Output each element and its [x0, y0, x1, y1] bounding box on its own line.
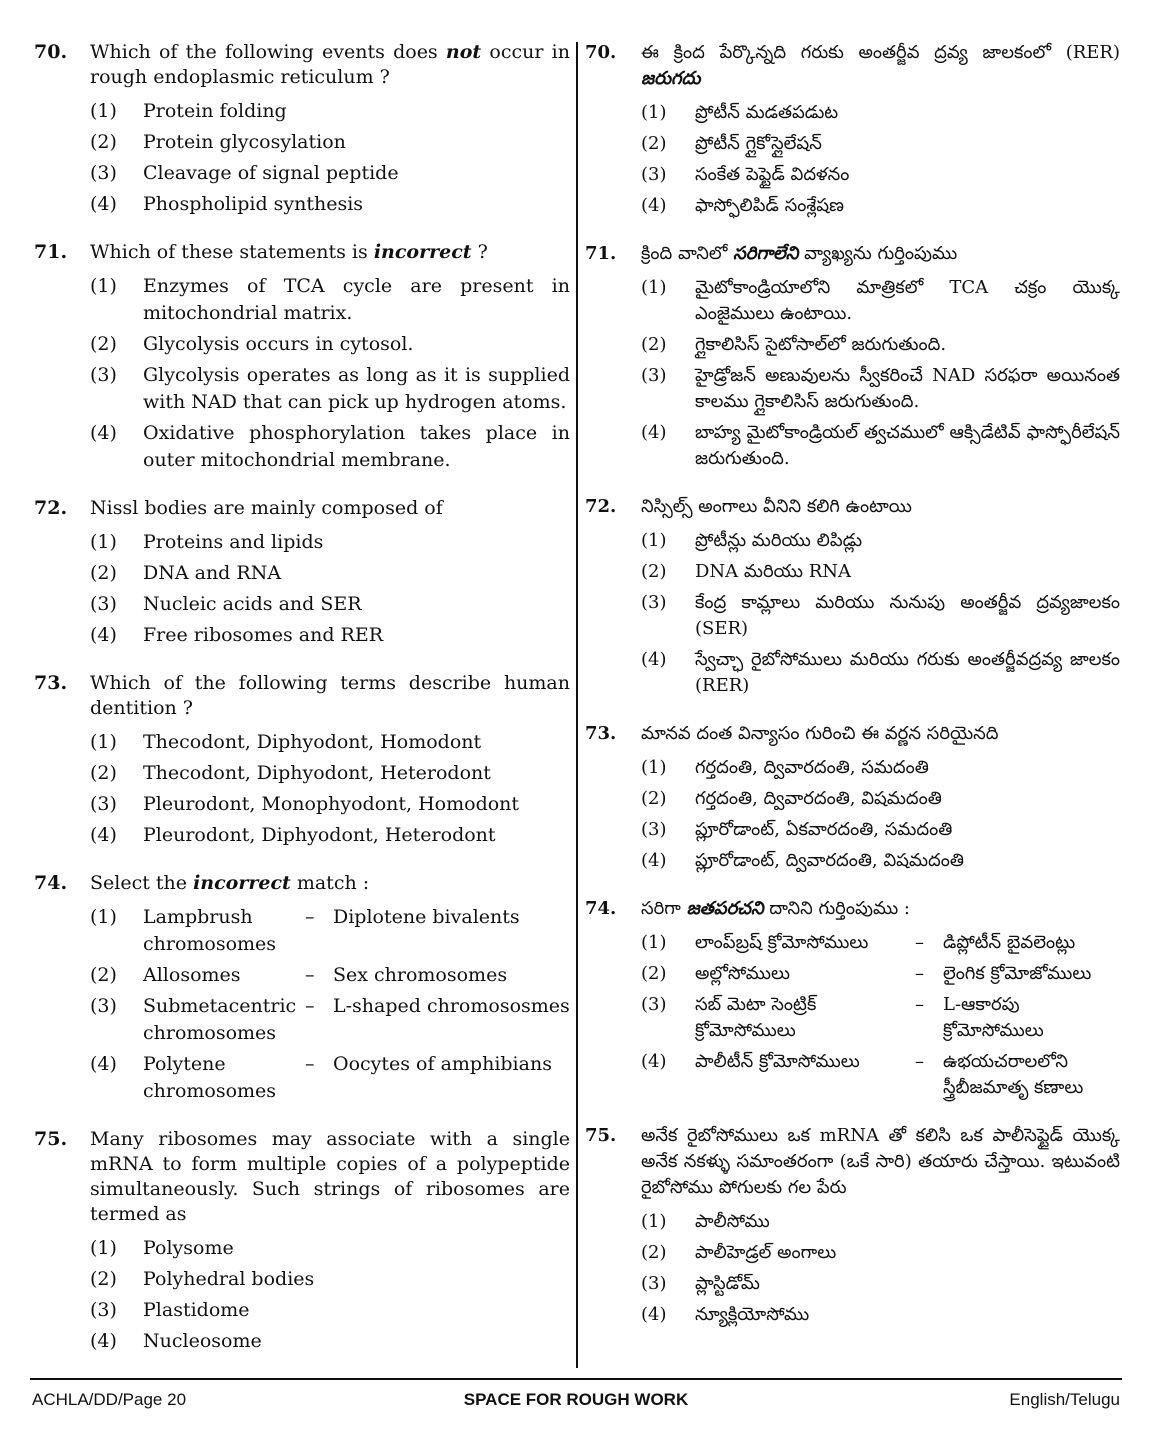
option-text: ప్లూరోడాంట్, ద్వివారదంతి, విషమదంతి: [695, 850, 964, 871]
option-list: [90, 1235, 570, 1355]
option: [90, 331, 570, 358]
question-text: [641, 494, 1120, 520]
question-text: [90, 671, 570, 721]
option: [90, 420, 570, 474]
language-label: English/Telugu: [1009, 1390, 1120, 1409]
rough-work-label: SPACE FOR ROUGH WORK: [463, 1390, 689, 1409]
option-number: (1): [641, 102, 667, 123]
option: [90, 191, 570, 218]
option: [641, 528, 1120, 554]
option: [90, 529, 570, 556]
option-number: (1): [90, 275, 117, 297]
question: [585, 241, 1120, 472]
match-option: [641, 930, 1120, 956]
telugu-column: [585, 40, 1120, 1350]
option-text: హైడ్రోజన్ అణువులను స్వీకరించే NAD సరఫరా అయినంత కాలము గ్లైకాలిసిస్ జరుగుతుంది.: [695, 365, 1120, 412]
option-text: Thecodont, Diphyodont, Heterodont: [143, 762, 491, 784]
match-right: Diplotene bivalents: [333, 906, 520, 928]
match-option: [90, 993, 570, 1047]
match-right: ఉభయచరాలలోని స్త్రీబీజమాతృ కణాలు: [943, 1051, 1084, 1098]
match-dash: –: [305, 964, 315, 986]
option-number: (2): [90, 964, 117, 986]
option-list: [641, 528, 1120, 699]
option: [641, 131, 1120, 157]
question-text: [90, 496, 570, 521]
question-text: [90, 240, 570, 265]
question: [34, 871, 570, 1105]
page-id: ACHLA/DD/Page 20: [32, 1390, 187, 1409]
match-dash: –: [915, 1051, 924, 1072]
option-text: ప్రోటీన్ మడతపడుట: [695, 102, 839, 123]
option-number: (2): [641, 963, 667, 984]
option-number: (4): [641, 649, 667, 670]
match-dash: –: [305, 906, 315, 928]
question-text-part: ఈ క్రింద పేర్కొన్నది గరుకు అంతర్జీవ ద్రవ్య జాలకంలో (RER): [641, 42, 1120, 63]
option-number: (2): [90, 333, 117, 355]
option-text: ప్లూరోడాంట్, ఏకవారదంతి, సమదంతి: [695, 819, 953, 840]
match-option: [90, 904, 570, 958]
footer-rule: [30, 1378, 1122, 1380]
option-text: Protein glycosylation: [143, 131, 346, 153]
question-number: 70.: [585, 42, 617, 63]
option-number: (3): [641, 164, 667, 185]
option: [641, 1302, 1120, 1328]
question-text: [641, 1123, 1120, 1201]
option: [641, 100, 1120, 126]
question: [585, 896, 1120, 1101]
question-number: 74.: [585, 898, 617, 919]
match-option: [641, 992, 1120, 1044]
option-text: Polyhedral bodies: [143, 1268, 315, 1290]
option-list: [90, 529, 570, 649]
option-text: DNA and RNA: [143, 562, 282, 584]
option-number: (4): [90, 193, 117, 215]
question: [585, 1123, 1120, 1328]
option-list: [90, 273, 570, 474]
option-text: Oxidative phosphorylation takes place in outer mitochondrial membrane.: [143, 422, 570, 471]
option-number: (1): [90, 906, 117, 928]
match-left: Lampbrush chromosomes: [143, 906, 277, 955]
option-list: [90, 98, 570, 218]
match-option: [641, 1049, 1120, 1101]
option-number: (3): [90, 1299, 117, 1321]
option-text: ప్లాస్టిడోమ్: [695, 1273, 760, 1294]
option-list: [641, 930, 1120, 1101]
question: [585, 494, 1120, 699]
option: [641, 559, 1120, 585]
question-number: 72.: [585, 496, 617, 517]
question-text-part: అనేక రైబోసోములు ఒక mRNA తో కలిసి ఒక పాలీసెప్టైడ్ యొక్క అనేక నకళ్ళు సమాంతరంగా (ఒకే సారి) తయారు చేస్తాయి. ఇటువంటి రైబోసోము పోగులకు గల పేరు: [641, 1125, 1120, 1198]
question: [585, 721, 1120, 874]
question-text-part: వ్యాఖ్యను గుర్తింపుము: [798, 243, 958, 264]
option: [90, 822, 570, 849]
option-text: ప్రోటీన్ గ్లైకోస్లైలేషన్: [695, 133, 822, 154]
question-number: 71.: [34, 241, 68, 263]
question-number: 73.: [34, 672, 68, 694]
option-number: (3): [641, 819, 667, 840]
question-text-part: Which of these statements is: [90, 241, 374, 263]
option: [641, 817, 1120, 843]
option-number: (1): [641, 1211, 667, 1232]
option-list: [641, 755, 1120, 874]
match-left: సబ్ మెటా సెంట్రిక్ క్రోమోసోములు: [695, 994, 817, 1041]
match-left: Allosomes: [143, 964, 241, 986]
option-number: (1): [90, 731, 117, 753]
option-number: (1): [90, 100, 117, 122]
option: [641, 420, 1120, 472]
question-number: 74.: [34, 872, 68, 894]
question-text: [90, 871, 570, 896]
match-left: అల్లోసోములు: [695, 963, 790, 984]
option-text: Phospholipid synthesis: [143, 193, 364, 215]
question-text-part: క్రింది వానిలో: [641, 243, 734, 264]
option: [90, 1297, 570, 1324]
question: [34, 1127, 570, 1355]
question-text-part: Nissl bodies are mainly composed of: [90, 497, 443, 519]
match-right: Sex chromosomes: [333, 964, 508, 986]
option-text: న్యూక్లియోసోము: [695, 1304, 810, 1325]
question: [34, 496, 570, 649]
option-number: (2): [641, 334, 667, 355]
question-emphasis: not: [445, 41, 482, 63]
option-number: (2): [641, 1242, 667, 1263]
option: [641, 332, 1120, 358]
option: [90, 760, 570, 787]
option-text: Pleurodont, Monophyodont, Homodont: [143, 793, 520, 815]
match-option: [90, 962, 570, 989]
option-number: (1): [641, 932, 667, 953]
question-emphasis: జరుగదు: [641, 68, 701, 89]
option-number: (4): [90, 422, 117, 444]
option-number: (1): [90, 531, 117, 553]
option-text: కేంద్ర కామ్లాలు మరియు నునుపు అంతర్జీవ ద్రవ్యజాలకం (SER): [695, 592, 1120, 639]
option-text: గర్తదంతి, ద్వివారదంతి, సమదంతి: [695, 757, 929, 778]
column-divider: [576, 42, 578, 1368]
option-text: Plastidome: [143, 1299, 250, 1321]
option-number: (4): [90, 824, 117, 846]
option-text: Free ribosomes and RER: [143, 624, 384, 646]
option-number: (3): [90, 793, 117, 815]
question-text: [90, 40, 570, 90]
option: [90, 98, 570, 125]
option-number: (3): [90, 995, 117, 1017]
question-text: [90, 1127, 570, 1227]
option: [641, 647, 1120, 699]
question-emphasis: సరిగాలేని: [733, 243, 799, 264]
question-number: 75.: [585, 1125, 617, 1146]
option-text: Cleavage of signal peptide: [143, 162, 399, 184]
option-number: (3): [641, 365, 667, 386]
match-option: [90, 1051, 570, 1105]
question-text-part: సరిగా: [641, 898, 687, 919]
option: [90, 622, 570, 649]
option-text: Glycolysis operates as long as it is supplied with NAD that can pick up hydrogen atoms.: [143, 364, 570, 413]
option-text: Nucleosome: [143, 1330, 262, 1352]
option-text: Proteins and lipids: [143, 531, 324, 553]
option-number: (4): [641, 1051, 667, 1072]
question-text: [641, 40, 1120, 92]
option: [90, 729, 570, 756]
option-number: (4): [641, 1304, 667, 1325]
option: [90, 591, 570, 618]
option-number: (1): [641, 277, 667, 298]
match-right: Oocytes of amphibians: [333, 1053, 552, 1075]
option-number: (4): [90, 1330, 117, 1352]
option: [90, 791, 570, 818]
option: [90, 160, 570, 187]
option-number: (3): [641, 592, 667, 613]
question-number: 75.: [34, 1128, 68, 1150]
option-text: గర్తదంతి, ద్వివారదంతి, విషమదంతి: [695, 788, 942, 809]
option-number: (4): [641, 195, 667, 216]
option-number: (2): [641, 561, 667, 582]
option-text: గ్లైకాలిసిస్ సైటోసాల్‌లో జరుగుతుంది.: [695, 334, 947, 355]
option-list: [641, 100, 1120, 219]
option: [641, 363, 1120, 415]
question-text-part: Which of the following events does: [90, 41, 446, 63]
option-text: బాహ్య మైటోకాండ్రియల్ త్వచములో ఆక్సిడేటివ్ ఫాస్ఫోరీలేషన్ జరుగుతుంది.: [695, 422, 1120, 469]
option: [641, 786, 1120, 812]
option-text: Thecodont, Diphyodont, Homodont: [143, 731, 482, 753]
match-dash: –: [915, 994, 924, 1015]
option: [641, 1271, 1120, 1297]
option-text: పాలీహెడ్రల్ అంగాలు: [695, 1242, 837, 1263]
option-text: Nucleic acids and SER: [143, 593, 362, 615]
question-text-part: match :: [290, 872, 370, 894]
option-text: ప్రోటీన్లు మరియు లిపిడ్లు: [695, 530, 863, 551]
match-option: [641, 961, 1120, 987]
question-emphasis: incorrect: [193, 872, 291, 894]
option: [641, 848, 1120, 874]
option-number: (4): [90, 1053, 117, 1075]
match-right: L-ఆకారపు క్రోమోసోములు: [943, 994, 1044, 1041]
option: [90, 1266, 570, 1293]
option-text: సంకేత పెప్టైడ్ విదళనం: [695, 164, 850, 185]
question-number: 73.: [585, 723, 617, 744]
match-left: పాలీటీన్ క్రోమోసోములు: [695, 1051, 860, 1072]
question-emphasis: జతపరచని: [686, 898, 764, 919]
option-number: (2): [90, 562, 117, 584]
english-column: [34, 40, 570, 1377]
question-text-part: ?: [471, 241, 488, 263]
question-text-part: దానిని గుర్తింపుము :: [763, 898, 910, 919]
match-left: Submetacentric chromosomes: [143, 995, 297, 1044]
option-number: (4): [641, 850, 667, 871]
option-text: పాలీసోము: [695, 1211, 770, 1232]
option-text: మైటోకాండ్రియాలోని మాత్రికలో TCA చక్రం యొక్క ఎంజైములు ఉంటాయి.: [695, 277, 1120, 324]
option-text: ఫాస్ఫోలిపిడ్ సంశ్లేషణ: [695, 195, 844, 216]
option: [641, 1240, 1120, 1266]
option-number: (4): [90, 624, 117, 646]
option-text: స్వేచ్ఛా రైబోసోములు మరియు గరుకు అంతర్జీవద్రవ్య జాలకం (RER): [695, 649, 1120, 696]
option-text: DNA మరియు RNA: [695, 561, 852, 582]
question-number: 72.: [34, 497, 68, 519]
option-list: [90, 729, 570, 849]
option: [90, 273, 570, 327]
match-left: లాంప్‌బ్రష్ క్రోమోసోములు: [695, 932, 869, 953]
option: [641, 755, 1120, 781]
option: [90, 129, 570, 156]
option-number: (3): [90, 364, 117, 386]
option: [641, 275, 1120, 327]
option-list: [641, 275, 1120, 472]
option-text: Glycolysis occurs in cytosol.: [143, 333, 414, 355]
match-dash: –: [305, 1053, 315, 1075]
option-number: (4): [641, 422, 667, 443]
option-number: (1): [641, 757, 667, 778]
option-list: [90, 904, 570, 1105]
option-number: (1): [641, 530, 667, 551]
question-text: [641, 896, 1120, 922]
question: [34, 240, 570, 474]
option: [641, 193, 1120, 219]
option-number: (2): [90, 131, 117, 153]
match-left: Polytene chromosomes: [143, 1053, 277, 1102]
option-number: (3): [90, 162, 117, 184]
option: [90, 1328, 570, 1355]
question: [585, 40, 1120, 219]
option-text: Enzymes of TCA cycle are present in mitochondrial matrix.: [143, 275, 570, 324]
question-text-part: Many ribosomes may associate with a single mRNA to form multiple copies of a polypeptide simultaneously. Such strings of ribosomes are termed as: [90, 1128, 570, 1225]
option-number: (2): [90, 762, 117, 784]
option-number: (2): [641, 133, 667, 154]
question-number: 71.: [585, 243, 617, 264]
option-number: (2): [641, 788, 667, 809]
question-text-part: నిస్సిల్స్ అంగాలు వీనిని కలిగి ఉంటాయి: [641, 496, 912, 517]
option-number: (3): [641, 1273, 667, 1294]
option-text: Pleurodont, Diphyodont, Heterodont: [143, 824, 496, 846]
option-list: [641, 1209, 1120, 1328]
option-text: Protein folding: [143, 100, 287, 122]
question-text: [641, 241, 1120, 267]
option: [641, 590, 1120, 642]
question-emphasis: incorrect: [373, 241, 472, 263]
option: [641, 162, 1120, 188]
option: [641, 1209, 1120, 1235]
option-text: Polysome: [143, 1237, 234, 1259]
option: [90, 362, 570, 416]
option-number: (1): [90, 1237, 117, 1259]
question-text-part: occur in rough endoplasmic reticulum ?: [90, 41, 570, 88]
option-number: (3): [641, 994, 667, 1015]
question-text-part: Select the: [90, 872, 194, 894]
match-right: L-shaped chromososmes: [333, 995, 570, 1017]
match-dash: –: [915, 932, 924, 953]
option: [90, 560, 570, 587]
match-right: లైంగిక క్రోమోజోములు: [943, 963, 1092, 984]
question-text: [641, 721, 1120, 747]
match-dash: –: [305, 995, 315, 1017]
question-number: 70.: [34, 41, 68, 63]
option: [90, 1235, 570, 1262]
match-right: డిప్లోటీన్ బైవలెంట్లు: [943, 932, 1076, 953]
question-text-part: మానవ దంత విన్యాసం గురించి ఈ వర్ణన సరియైనది: [641, 723, 999, 744]
question: [34, 671, 570, 849]
option-number: (2): [90, 1268, 117, 1290]
match-dash: –: [915, 963, 924, 984]
option-number: (3): [90, 593, 117, 615]
question-text-part: Which of the following terms describe human dentition ?: [90, 672, 570, 719]
question: [34, 40, 570, 218]
